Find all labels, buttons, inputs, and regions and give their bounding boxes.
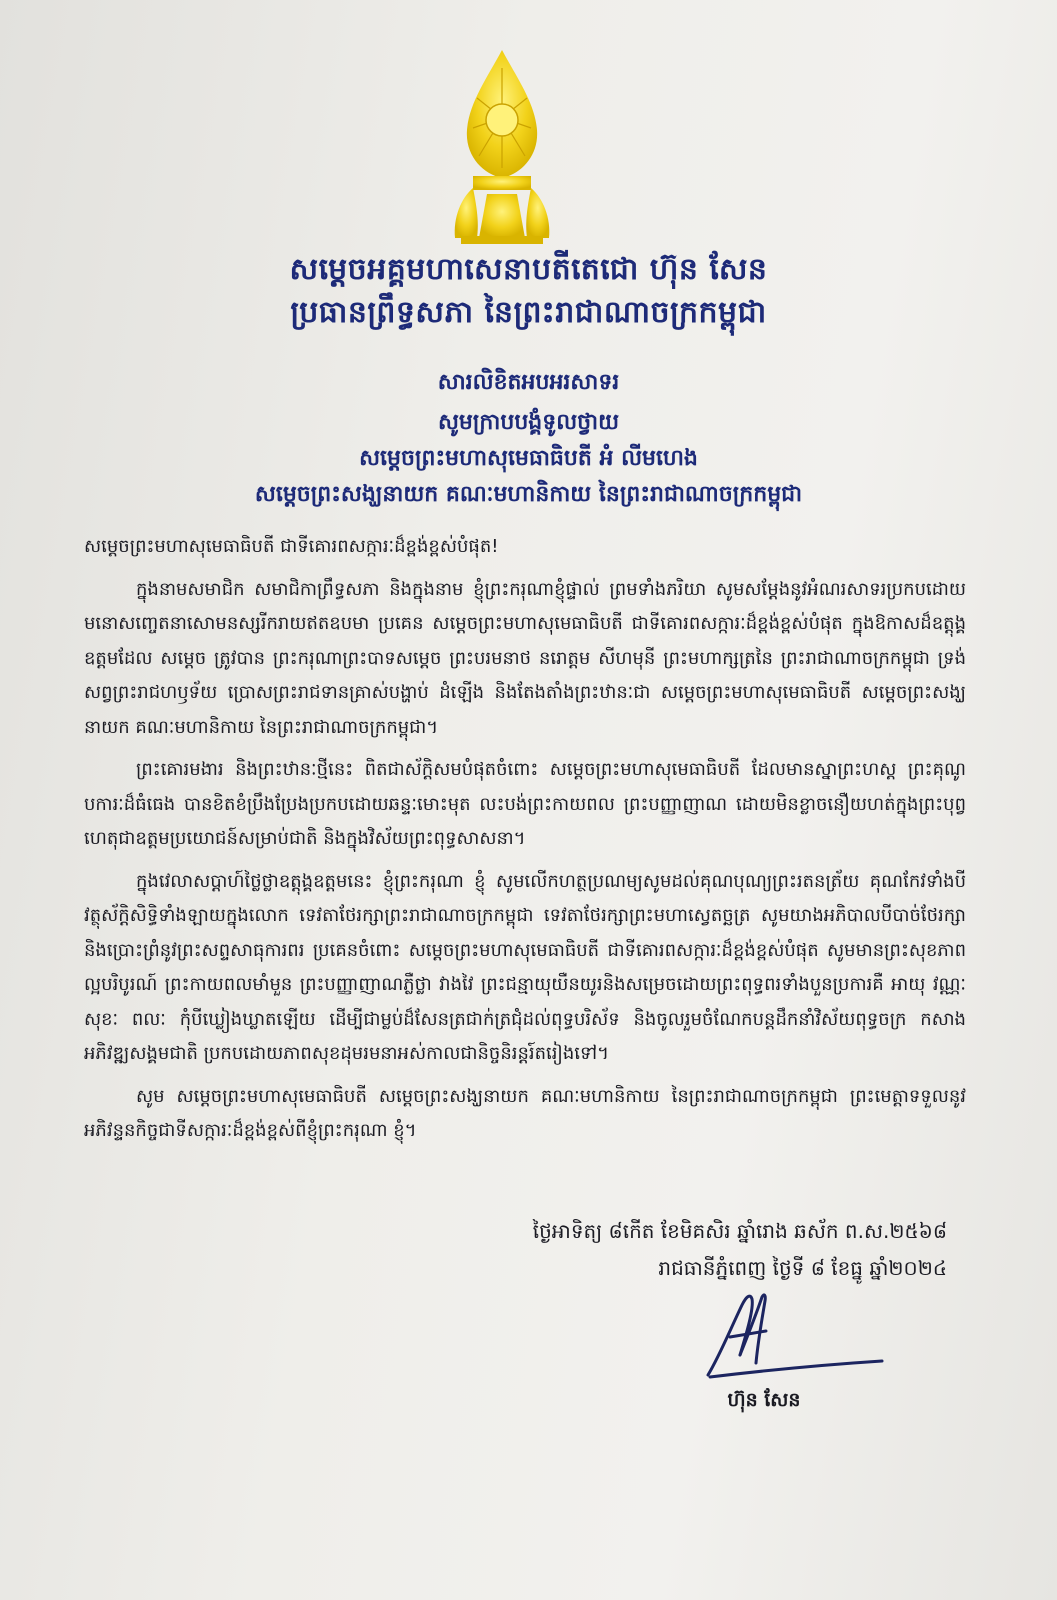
- sender-position: ប្រធានព្រឹទ្ធសភា នៃព្រះរាជាណាចក្រកម្ពុជា: [290, 295, 767, 330]
- handwritten-signature-icon: [700, 1285, 890, 1385]
- paragraph-4: សូម សម្តេចព្រះមហាសុមេធាធិបតី សម្តេចព្រះសង្ឃនាយក គណៈមហានិកាយ នៃព្រះរាជាណាចក្រកម្ពុជា ព្រះមេត្តាទទួលនូវអភិវន្ទនកិច្ចជាទីសក្ការៈដ៏ខ្ពង់ខ្ពស់ពីខ្ញុំព្រះករុណា ខ្ញុំ។: [84, 1085, 966, 1141]
- recipient-name: សម្តេចព្រះមហាសុមេធាធិបតី អំ លីមហេង: [359, 446, 698, 471]
- paragraph-2: ព្រះគោរមងារ និងព្រះឋានៈថ្មីនេះ ពិតជាស័ក្តិសមបំផុតចំពោះ សម្តេចព្រះមហាសុមេធាធិបតី ដែលមានស្នាព្រះហស្ត ព្រះគុណូបការៈដ៏ធំធេង បានខិតខំប្រឹងប្រែងប្រកបដោយឆន្ទៈមោះមុត លះបង់ព្រះកាយពល ព្រះបញ្ញាញាណ ដោយមិនខ្លាចនឿយហត់ក្នុងព្រះបុព្វហេតុជាឧត្តមប្រយោជន៍សម្រាប់ជាតិ និងក្នុងវិស័យព្រះពុទ្ធសាសនា។: [84, 759, 966, 849]
- paragraph-1: ក្នុងនាមសមាជិក សមាជិកាព្រឹទ្ធសភា និងក្នុងនាម ខ្ញុំព្រះករុណាខ្ញុំផ្ទាល់ ព្រមទាំងភរិយា សូមសម្តែងនូវអំណរសាទរប្រកបដោយមនោសញ្ចេតនាសោមនស្សរីករាយឥតឧបមា ប្រគេន សម្តេចព្រះមហាសុមេធាធិបតី ជាទីគោរពសក្ការៈដ៏ខ្ពង់ខ្ពស់បំផុត ក្នុងឱកាសដ៏ឧត្តុង្គឧត្តមដែល សម្តេច ត្រូវបាន ព្រះករុណាព្រះបាទសម្តេច ព្រះបរមនាថ នរោត្តម សីហមុនី ព្រះមហាក្សត្រនៃ ព្រះរាជាណាចក្រកម្ពុជា ទ្រង់សព្វព្រះរាជហឫទ័យ ប្រោសព្រះរាជទានគ្រាស់បង្ហាប់ ដំឡើង និងតែងតាំងព្រះឋានៈជា សម្តេចព្រះមហាសុមេធាធិបតី សម្តេចព្រះសង្ឃនាយក គណៈមហានិកាយ នៃព្រះរាជាណាចក្រកម្ពុជា។: [84, 578, 966, 738]
- recipient-intro: សូមក្រាបបង្គំទូលថ្វាយ: [437, 410, 620, 435]
- lunar-date: ថ្ងៃអាទិត្យ ៨កើត ខែមិគសិរ ឆ្នាំរោង ឆស័ក ព.ស.២៥៦៨: [532, 1219, 947, 1243]
- letter-body: [84, 530, 966, 1157]
- recipient-title: សម្តេចព្រះសង្ឃនាយក គណៈមហានិកាយ នៃព្រះរាជាណាចក្រកម្ពុជា: [254, 482, 803, 507]
- sender-title: សម្តេចអគ្គមហាសេនាបតីតេជោ ហ៊ុន សែន: [289, 252, 768, 287]
- place-and-date: រាជធានីភ្នំពេញ ថ្ងៃទី ៨ ខែធ្នូ ឆ្នាំ២០២៤: [658, 1256, 947, 1280]
- signatory-name: ហ៊ុន សែន: [727, 1389, 801, 1411]
- salutation: សម្តេចព្រះមហាសុមេធាធិបតី ជាទីគោរពសក្ការៈដ៏ខ្ពង់ខ្ពស់បំផុត!: [84, 536, 499, 557]
- letter-subject: សារលិខិតអបអរសាទរ: [437, 370, 620, 395]
- paragraph-3: ក្នុងវេលាសប្តាហ៍ថ្លៃថ្លាឧត្តុង្គឧត្តមនេះ ខ្ញុំព្រះករុណា ខ្ញុំ សូមលើកហត្ថប្រណម្យសូមដល់គុណបុណ្យព្រះរតនត្រ័យ គុណកែវទាំងបី វត្ថុស័ក្តិសិទ្ធិទាំងឡាយក្នុងលោក ទេវតាថែរក្សាព្រះរាជាណាចក្រកម្ពុជា ទេវតាថែរក្សាព្រះមហាស្វេតច្ឆត្រ សូមយាងអភិបាលបីបាច់ថែរក្សា និងប្រោះព្រំនូវព្រះសព្ទសាធុការពរ ប្រគេនចំពោះ សម្តេចព្រះមហាសុមេធាធិបតី ជាទីគោរពសក្ការៈដ៏ខ្ពង់ខ្ពស់បំផុត សូមមានព្រះសុខភាពល្អបរិបូរណ៍ ព្រះកាយពលមាំមួន ព្រះបញ្ញាញាណភ្លឺថ្លា វាងវៃ ព្រះជន្មាយុយឺនយូរនិងសម្រេចដោយព្រះពុទ្ធពរទាំងបួនប្រការគឺ អាយុ វណ្ណៈ សុខៈ ពលៈ កុំបីឃ្លៀងឃ្លាតឡើយ ដើម្បីជាម្លប់ដ៏សែនត្រជាក់ត្រជុំដល់ពុទ្ធបរិស័ទ និងចូលរួមចំណែកបន្តដឹកនាំវិស័យពុទ្ធចក្រ កសាងអភិវឌ្ឍសង្គមជាតិ ប្រកបដោយភាពសុខដុមរមនាអស់កាលជានិច្ចនិរន្តរ៍តរៀងទៅ។: [84, 870, 966, 1064]
- senate-emblem-icon: [447, 48, 557, 248]
